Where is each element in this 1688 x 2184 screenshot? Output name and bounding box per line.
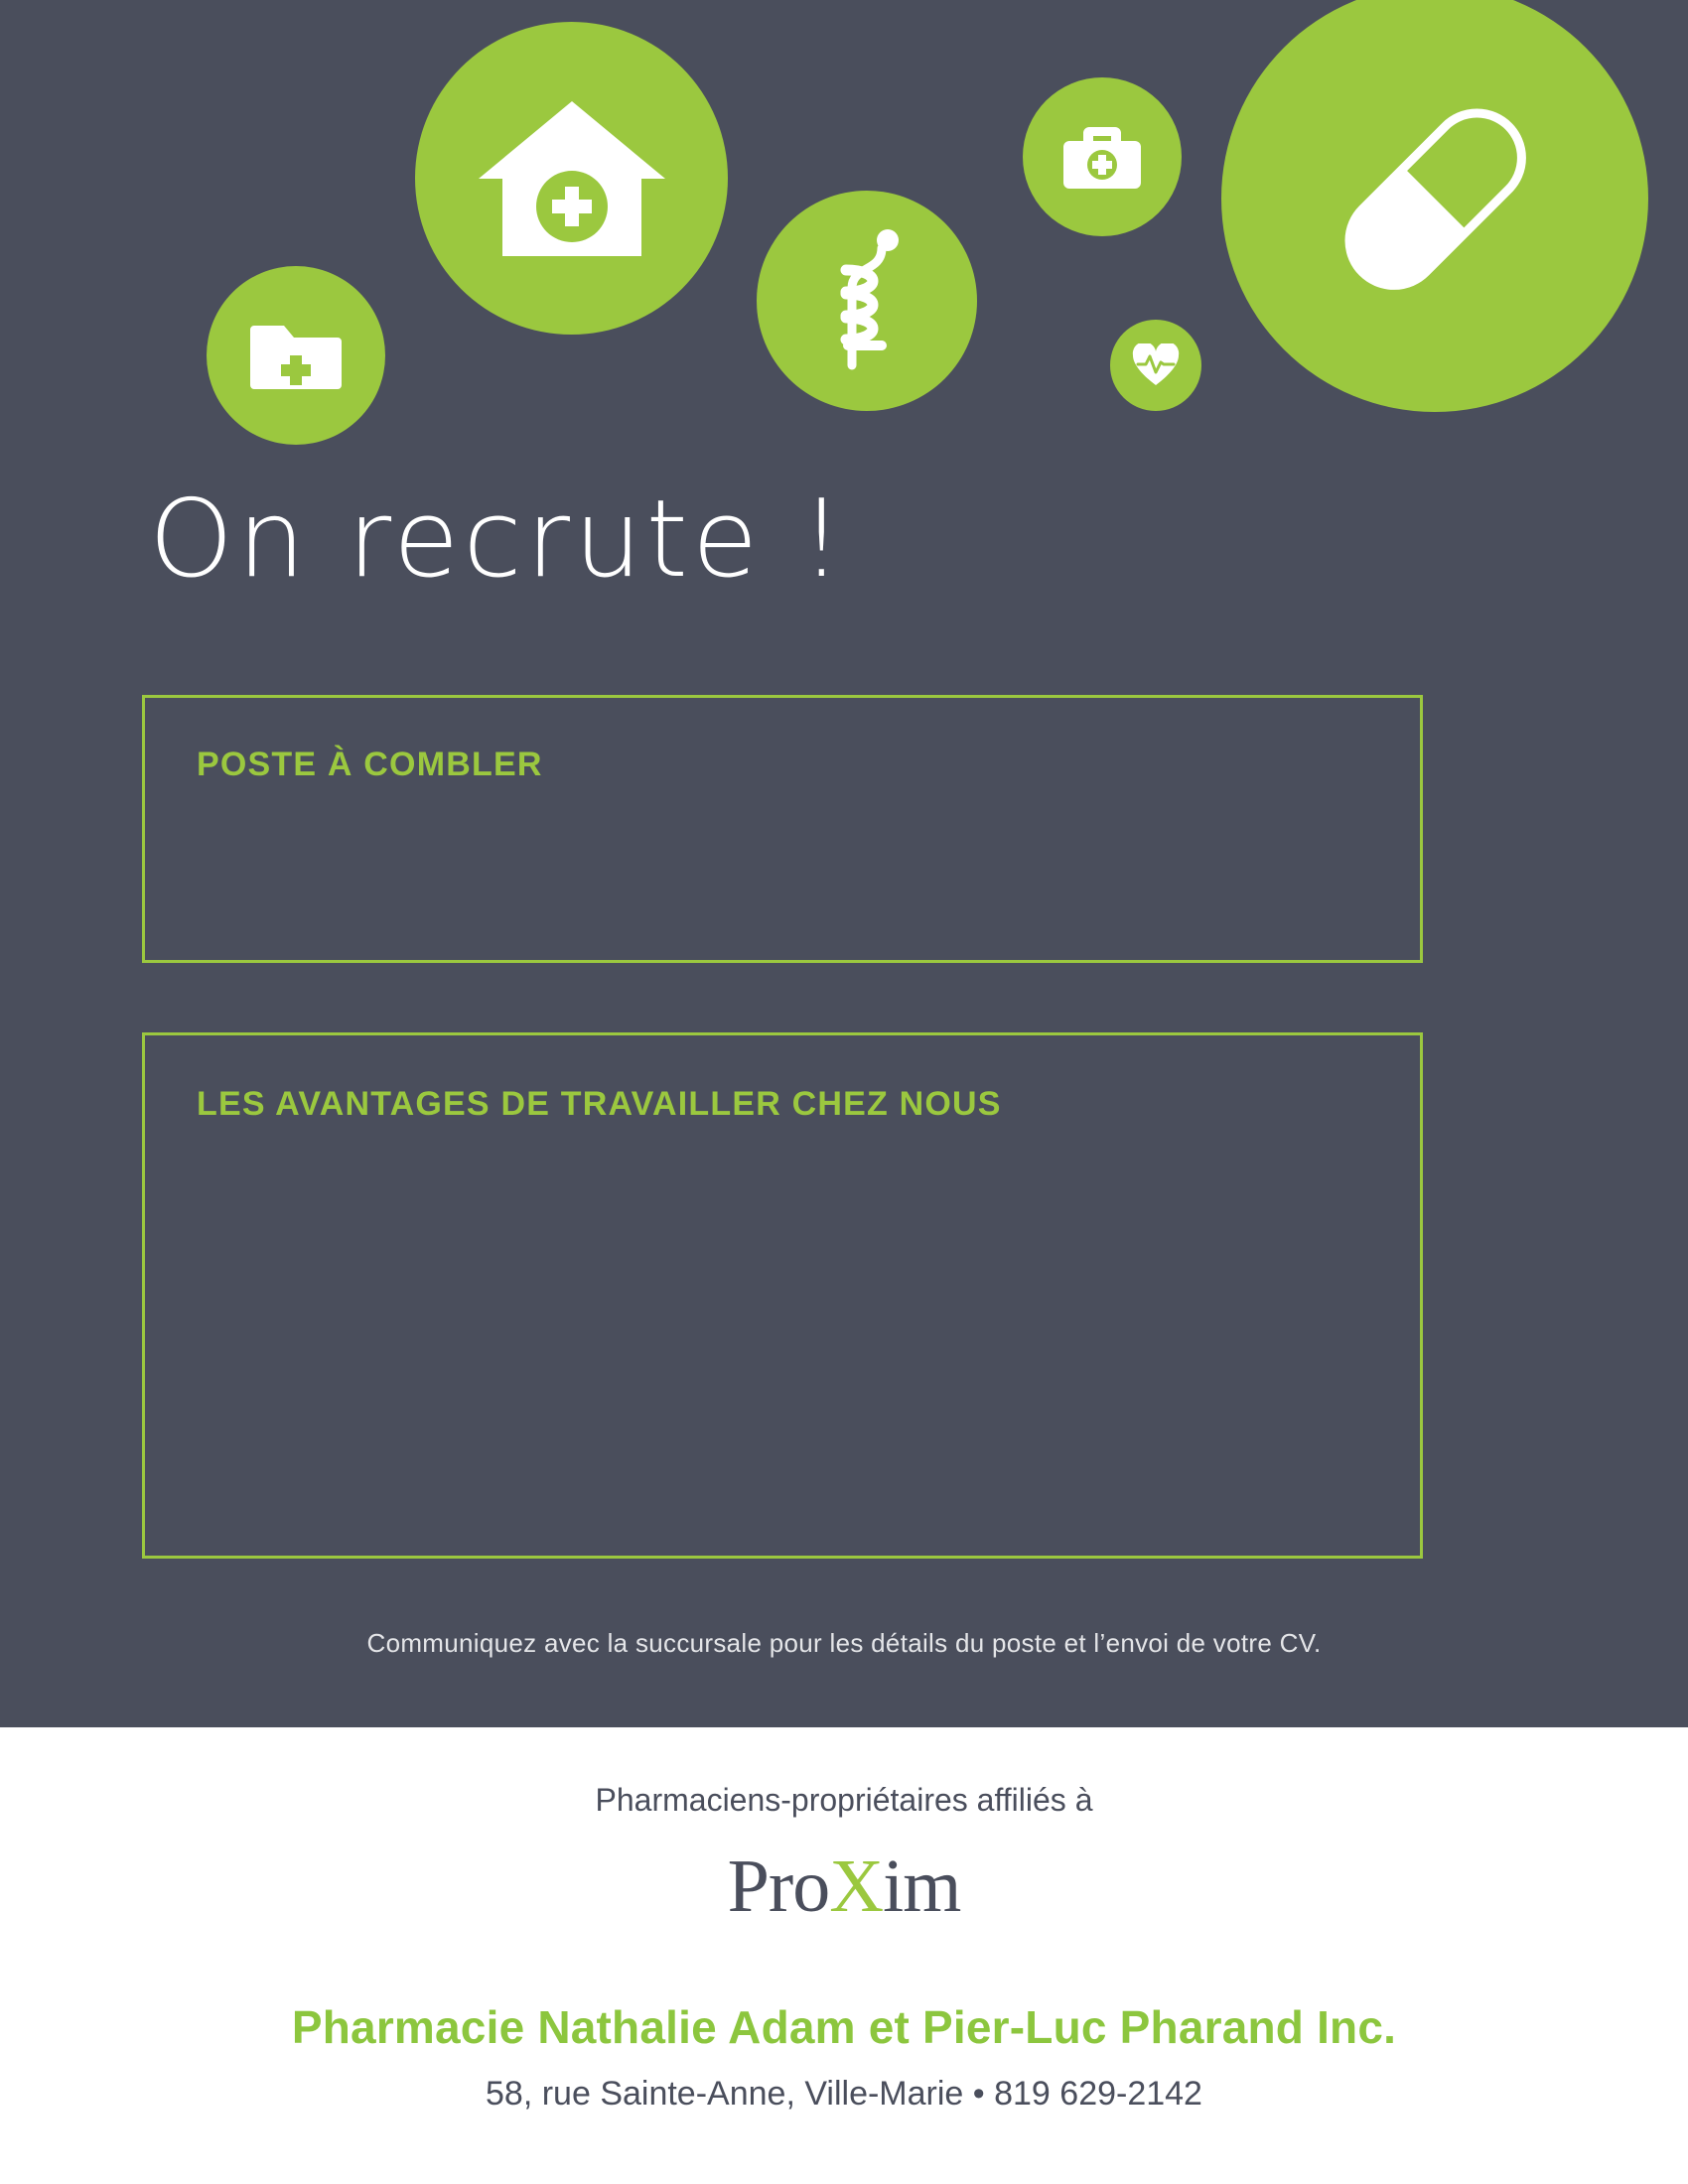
- poste-a-combler-box[interactable]: [142, 695, 1423, 963]
- folder-plus-icon: [207, 266, 385, 445]
- avantages-box[interactable]: [142, 1032, 1423, 1559]
- first-aid-kit-icon: [1023, 77, 1182, 236]
- page-title: On recrute !: [149, 478, 847, 602]
- affiliation-text: Pharmaciens-propriétaires affiliés à: [595, 1782, 1093, 1818]
- logo-part-1: Pro: [727, 1844, 830, 1928]
- avantages-label: LES AVANTAGES DE TRAVAILLER CHEZ NOUS: [197, 1085, 1002, 1123]
- poste-a-combler-label: POSTE À COMBLER: [197, 746, 543, 783]
- house-medical-icon: [415, 22, 728, 335]
- footer: [0, 1727, 1688, 2184]
- contact-note: Communiquez avec la succursale pour les détails du poste et l’envoi de votre CV.: [366, 1628, 1322, 1658]
- pharmacy-name: Pharmacie Nathalie Adam et Pier-Luc Pharand Inc.: [291, 2001, 1397, 2053]
- logo-part-x: X: [829, 1844, 884, 1928]
- dna-rod-of-asclepius-icon: [757, 191, 977, 411]
- icon-bubble-row: [0, 0, 1688, 447]
- pill-capsule-icon: [1221, 0, 1648, 412]
- logo-part-3: im: [883, 1844, 961, 1928]
- proxim-logo: [0, 1842, 1688, 1931]
- heart-pulse-icon: [1110, 320, 1201, 411]
- pharmacy-address: 58, rue Sainte-Anne, Ville-Marie • 819 629-2142: [486, 2075, 1202, 2113]
